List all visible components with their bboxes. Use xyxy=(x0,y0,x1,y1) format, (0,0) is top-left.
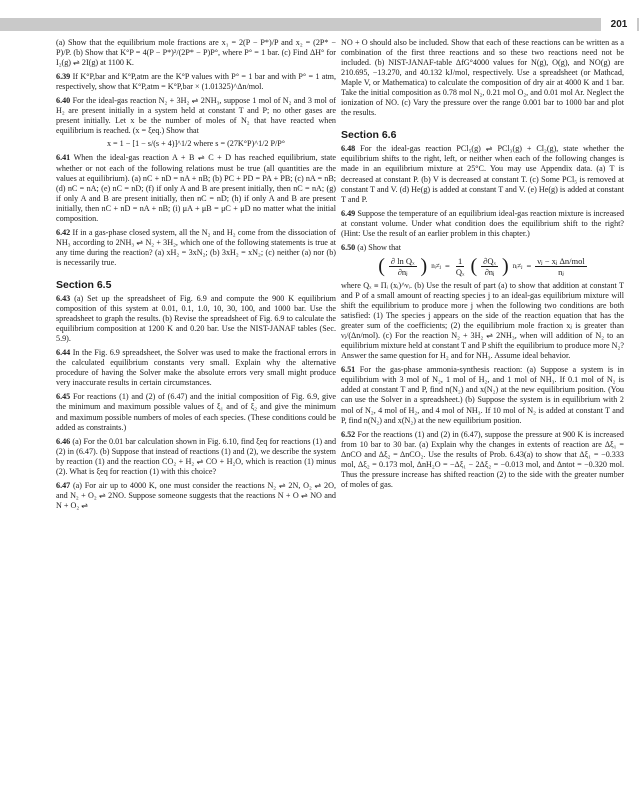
lhs-fraction xyxy=(389,256,417,277)
running-header-bar xyxy=(0,18,639,31)
lhs-subscript: nᵢ≠ⱼ xyxy=(431,262,442,271)
problem-number: 6.39 xyxy=(56,72,71,82)
problem-text: (a) Set up the spreadsheet of Fig. 6.9 and compute the 900 K equilibrium composition of this system at 0.01, 0.1, 1.0, 10, 30, 100, and 1000 bar. Use the spreadsheet to graph the results. (b) Revise the spreadsheet of Fig. 6.9 to calculate the equilibrium composition at 1200 K and 0.20 bar. Use the NIST-JANAF tables (Sec. 5.9). xyxy=(56,293,337,344)
problem-text: For the gas-phase ammonia-synthesis reaction: (a) Suppose a system is in equilibrium with 3 mol of N₂, 1 mol of H₂, and 1 mol of NH₃. If 0.1 mol of N₂ is added at constant T and P, find n(N₂) and x(N₂) at the new equilibrium position. (You can use the Solver in a spreadsheet.) (b) Suppose the system is in equilibrium with 2 mol of N₂, 4 mol of H₂, and 4 mol of NH₃. If 10 mol of N₂ is added at constant T and P, find n(N₂) and x(N₂) at the new equilibrium position. xyxy=(341,365,624,425)
right-paren: ) xyxy=(501,255,509,278)
left-paren: ( xyxy=(470,255,478,278)
equation-6-40: x = 1 − [1 − s/(s + 4)]^1/2 where s = (27K°P)^1/2 P/P° xyxy=(106,139,286,149)
lhs-denominator: ∂nⱼ xyxy=(397,266,408,277)
problem-6-50-intro xyxy=(341,243,624,253)
problem-number: 6.52 xyxy=(341,429,356,439)
problem-6-41 xyxy=(56,153,336,223)
rhs-numerator: νⱼ − xⱼ Δn/mol xyxy=(537,255,585,266)
right-column xyxy=(341,38,624,493)
problem-6-43 xyxy=(56,294,336,344)
page-number: 201 xyxy=(601,18,637,31)
coef-numerator: 1 xyxy=(458,255,463,266)
problem-text: If K°P,bar and K°P,atm are the K°P values with P° = 1 bar and with P° = 1 atm, respectively, show that K°P,atm = K°P,bar × (1.01325)^Δn/mol. xyxy=(56,72,337,92)
problem-6-48 xyxy=(341,144,624,204)
problem-number: 6.41 xyxy=(56,153,71,163)
mid-fraction xyxy=(481,256,498,277)
mid-denominator: ∂nⱼ xyxy=(484,266,495,277)
problem-6-42 xyxy=(56,228,336,268)
problem-text: (a) For air up to 4000 K, one must consider the reactions N₂ ⇌ 2N, O₂ ⇌ 2O, and N₂ + O₂ ⇌ 2NO. Suppose someone suggests that the reactions N + O ⇌ NO and N + O₂ ⇌ xyxy=(56,480,337,510)
equation-6-50 xyxy=(341,256,624,277)
problem-6-38-continued: (a) Show that the equilibrium mole fractions are x₁ = 2(P − P*)/P and x₂ = (2P* − P)/P. (b) Show that K°P = 4(P − P*)²/(2P* − P)P°, where P° = 1 bar. (c) Find ΔH° for I₂(g) ⇌ 2I(g) at 1100 K. xyxy=(56,38,336,68)
equals-sign: = xyxy=(445,261,450,272)
problem-text: For the ideal-gas reaction N₂ + 3H₂ ⇌ 2NH₃, suppose 1 mol of N₂ and 3 mol of H₂ are present initially in a system held at constant T and P; no other gases are present initially. Let x be the number of moles of N₂ that have reacted when equilibrium is reached. (x = ξeq.) Show that xyxy=(56,96,336,136)
problem-text: Suppose the temperature of an equilibrium ideal-gas reaction mixture is increased at constant volume. Under what condition does the equilibrium shift to the right? (Hint: Use the result of an earlier problem in this chapter.) xyxy=(341,208,625,238)
problem-6-49 xyxy=(341,209,624,239)
problem-text: For the ideal-gas reaction PCl₅(g) ⇌ PCl₃(g) + Cl₂(g), state whether the equilibrium shifts to the right, left, or neither when each of the following changes is made in an equilibrium mixture at 25°C. You may use Appendix data. (a) T is decreased at constant P. (b) V is decreased at constant T. (c) Some PCl₅ is removed at constant T and V. (d) He(g) is added at constant T and V. (e) He(g) is added at constant T and P. xyxy=(341,144,624,204)
problem-text: (a) Show that xyxy=(357,242,402,252)
equals-sign: = xyxy=(526,261,532,272)
coef-denominator: Qₓ xyxy=(455,266,465,277)
problem-6-45 xyxy=(56,392,336,432)
problem-number: 6.44 xyxy=(56,348,71,358)
problem-number: 6.40 xyxy=(56,96,71,106)
problem-6-51 xyxy=(341,365,624,425)
problem-text: (a) For the 0.01 bar calculation shown in Fig. 6.10, find ξeq for reactions (1) and (2) in (6.47). (b) Suppose that instead of reactions (1) and (2), we describe the system by reaction (1) and the reaction CO₂ + H₂ ⇌ CO + H₂O, which is reaction (1) minus (2). What is ξeq for reaction (1) with this choice? xyxy=(56,436,337,476)
problem-number: 6.47 xyxy=(56,480,71,490)
problem-number: 6.43 xyxy=(56,293,71,303)
mid-numerator: ∂Qₓ xyxy=(483,255,496,266)
problem-6-46 xyxy=(56,437,336,477)
left-paren: ( xyxy=(378,255,385,278)
problem-6-39 xyxy=(56,72,336,92)
problem-number: 6.50 xyxy=(341,242,356,252)
problem-6-47-continued: NO + O should also be included. Show that each of these reactions can be written as a combination of the first three reactions and so these two reactions need not be included. (b) NIST-JANAF-table ΔfG°4000 values for N(g), O(g), and NO(g) are 210.695, −13.270, and 40.132 kJ/mol, respectively. Use a spreadsheet (or Mathcad, Maple V, or Mathematica) to calculate the composition of dry air at 4000 K and 1 bar. Take the initial composition as 0.78 mol N₂, 0.21 mol O₂, and 0.01 mol Ar. Neglect the ionization of NO. (c) Vary the pressure over the range 0.001 bar to 1000 bar and plot the results. xyxy=(341,38,624,118)
problem-6-52 xyxy=(341,430,624,490)
problem-number: 6.42 xyxy=(56,227,71,237)
problem-number: 6.49 xyxy=(341,208,356,218)
problem-text: When the ideal-gas reaction A + B ⇌ C + D has reached equilibrium, state whether or not each of the following relations must be true (all quantities are the values at equilibrium). (a) nC + nD = nA + nB; (b) PC + PD = PA + PB; (c) nA = nB; (d) nC = nA; (e) nC = nD; (f) if only A and B are present initially, then nC = nA; (g) if only A and B are present initially, then nC = nD; (h) if only A and B are present initially, then nC + nD = nA + nB; (i) μA + μB = μC + μD no matter what the initial composition. xyxy=(56,153,336,223)
problem-number: 6.48 xyxy=(341,144,356,154)
left-column xyxy=(56,38,336,514)
problem-text: If in a gas-phase closed system, all the N₂ and H₂ come from the dissociation of NH₃ according to 2NH₃ ⇌ N₂ + 3H₂, which one of the following statements is true at any time during the reaction? (a) xH₂ = 3xN₂; (b) 3xH₂ = xN₂; (c) neither (a) nor (b) is necessarily true. xyxy=(56,227,336,267)
problem-6-47 xyxy=(56,481,336,511)
problem-text: For the reactions (1) and (2) in (6.47), suppose the pressure at 900 K is increased from 10 bar to 30 bar. (a) Explain why the changes in extents of reaction are Δξ₁ = ΔnCO and Δξ₂ = ΔnCO₂. Use the results of Prob. 6.43(a) to show that Δξ₁ = −0.333 mol, Δξ₂ = 0.173 mol, ΔnH₂O = −Δξ₁ − 2Δξ₂ = −0.013 mol, and Δntot = −0.320 mol. Thus the pressure increase has shifted reaction (2) to the side with the greater number of moles of gas. xyxy=(341,429,624,489)
problem-6-40 xyxy=(56,96,336,136)
section-heading-6-6: Section 6.6 xyxy=(341,129,397,142)
problem-number: 6.51 xyxy=(341,365,356,375)
rhs-denominator: nⱼ xyxy=(558,266,564,277)
rhs-fraction xyxy=(535,256,587,277)
right-paren: ) xyxy=(420,255,428,278)
problem-6-44 xyxy=(56,348,336,388)
problem-6-50: where Qₓ ≡ Πᵢ (xᵢ)^νᵢ. (b) Use the result of part (a) to show that addition at constant T and P of a small amount of reacting species j to an ideal-gas equilibrium mixture will shift the equilibrium to produce more j when the following two conditions are both satisfied: (1) The species j appears on the side of the reaction equation that has the greater sum of the coefficients; (2) the equilibrium mole fraction xⱼ is greater than νⱼ/(Δn/mol). (c) For the reaction N₂ + 3H₂ ⇌ 2NH₃, when will addition of N₂ to an equilibrium mixture held at constant T and P shift the equilibrium to produce more N₂? Answer the same question for H₂ and for NH₃. Assume ideal behavior. xyxy=(341,280,624,361)
section-heading-6-5: Section 6.5 xyxy=(56,278,112,291)
coef-fraction xyxy=(454,256,467,277)
problem-number: 6.46 xyxy=(56,436,71,446)
lhs-numerator: ∂ ln Qₓ xyxy=(390,255,415,266)
problem-text: For reactions (1) and (2) of (6.47) and the initial composition of Fig. 6.9, give the minimum and maximum possible values of ξ₁ and of ξ₂ and give the minimum and maximum possible numbers of moles of each species. (These conditions could be added as constraints.) xyxy=(56,392,336,432)
problem-number: 6.45 xyxy=(56,392,71,402)
mid-subscript: nᵢ≠ⱼ xyxy=(512,262,523,271)
problem-text: In the Fig. 6.9 spreadsheet, the Solver was used to make the fractional errors in the calculated equilibrium constants very small. Explain why the alternative procedure of having the Solver make the absolute errors very small might produce very inaccurate results in certain circumstances. xyxy=(56,348,336,388)
